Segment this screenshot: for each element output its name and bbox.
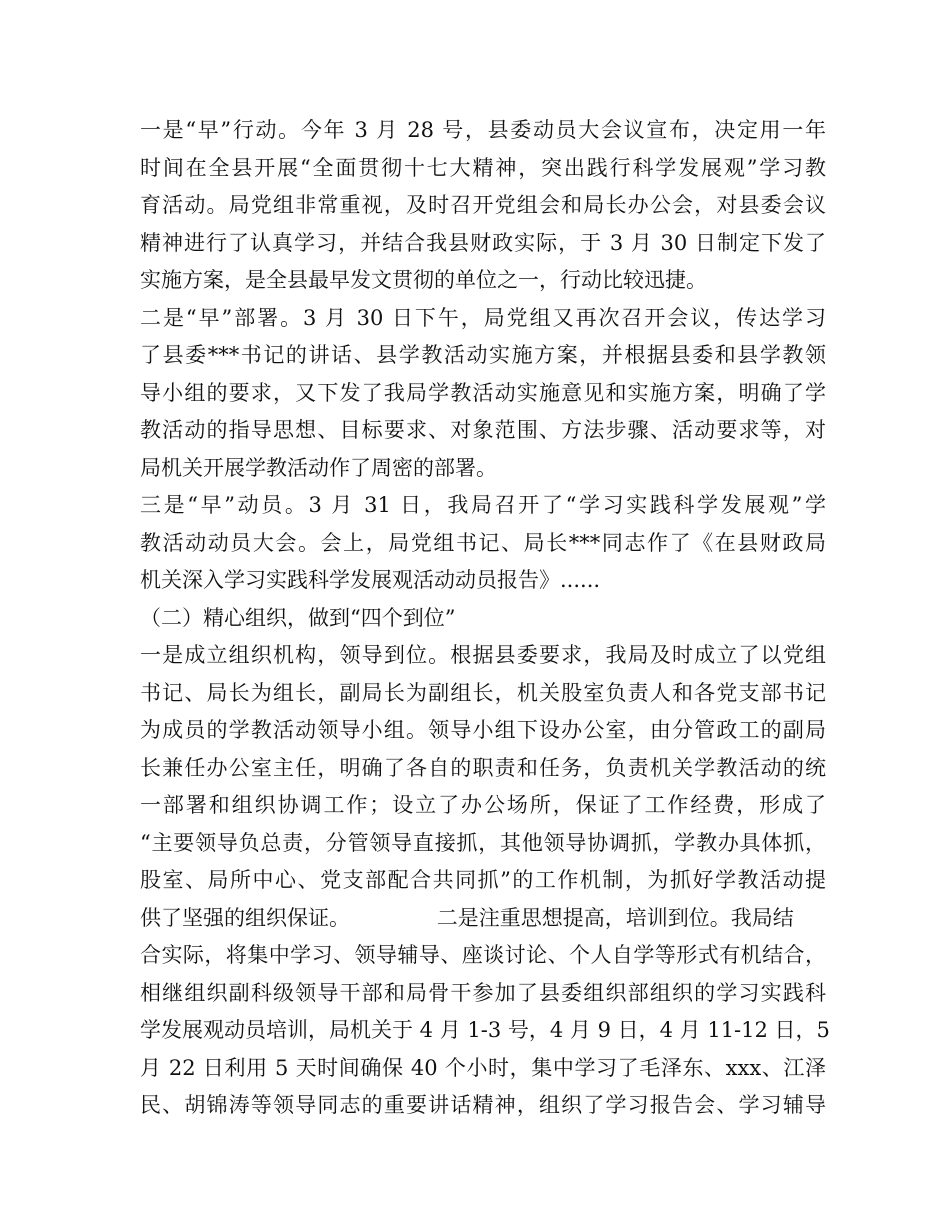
text-line: 实施方案，是全县最早发文贯彻的单位之一，行动比较迅捷。 (140, 268, 707, 292)
section-heading: （二）精心组织，做到“四个到位” (140, 605, 456, 630)
text-line: 时间在全县开展“全面贯彻十七大精神，突出践行科学发展观”学习教 (140, 155, 826, 180)
text-line: 三是“早”动员。3 月 31 日，我局召开了“学习实践科学发展观”学 (140, 493, 826, 517)
text-line: 局机关开展学教活动作了周密的部署。 (140, 455, 497, 480)
text-line: 教活动动员大会。会上，局党组书记、局长***同志作了《在县财政局 (140, 530, 826, 555)
text-line: “主要领导负总责，分管领导直接抓，其他领导协调抓，学教办具体抓， (140, 830, 826, 855)
text-line: 精神进行了认真学习，并结合我县财政实际，于 3 月 30 日制定下发了 (140, 230, 826, 255)
text-line: 一是成立组织机构，领导到位。根据县委要求，我局及时成立了以党组 (140, 643, 826, 667)
text-line: 育活动。局党组非常重视，及时召开党组会和局长办公会，对县委会议 (140, 193, 826, 217)
text-line: 机关深入学习实践科学发展观活动动员报告》...... (140, 568, 601, 592)
text-line: 民、胡锦涛等领导同志的重要讲话精神，组织了学习报告会、学习辅导 (140, 1093, 826, 1117)
text-line: 二是“早”部署。3 月 30 日下午，局党组又再次召开会议，传达学习 (140, 305, 826, 330)
text-line: 相继组织副科级领导干部和局骨干参加了县委组织部组织的学习实践科 (140, 980, 826, 1005)
text-line: 导小组的要求，又下发了我局学教活动实施意见和实施方案，明确了学 (140, 380, 826, 405)
text-line: 学发展观动员培训，局机关于 4 月 1-3 号，4 月 9 日，4 月 11-12 日，5 (140, 1018, 830, 1042)
text-line: 供了坚强的组织保证。 二是注重思想提高，培训到位。我局结 (140, 905, 794, 930)
text-line: 月 22 日利用 5 天时间确保 40 个小时，集中学习了毛泽东、xxx、江泽 (140, 1055, 826, 1080)
text-line: 一部署和组织协调工作；设立了办公场所，保证了工作经费，形成了 (140, 793, 826, 817)
text-line: 合实际，将集中学习、领导辅导、座谈讨论、个人自学等形式有机结合， (140, 943, 826, 967)
text-line: 长兼任办公室主任，明确了各自的职责和任务，负责机关学教活动的统 (140, 755, 826, 780)
text-line: 为成员的学教活动领导小组。领导小组下设办公室，由分管政工的副局 (140, 718, 826, 742)
text-line: 一是“早”行动。今年 3 月 28 号，县委动员大会议宣布，决定用一年 (140, 118, 826, 142)
text-line: 教活动的指导思想、目标要求、对象范围、方法步骤、活动要求等，对 (140, 418, 826, 442)
text-line: 书记、局长为组长，副局长为副组长，机关股室负责人和各党支部书记 (140, 680, 826, 705)
text-line: 股室、局所中心、党支部配合共同抓”的工作机制，为抓好学教活动提 (140, 868, 826, 892)
text-line: 了县委***书记的讲话、县学教活动实施方案，并根据县委和县学教领 (140, 343, 826, 367)
document-body (140, 112, 830, 1125)
